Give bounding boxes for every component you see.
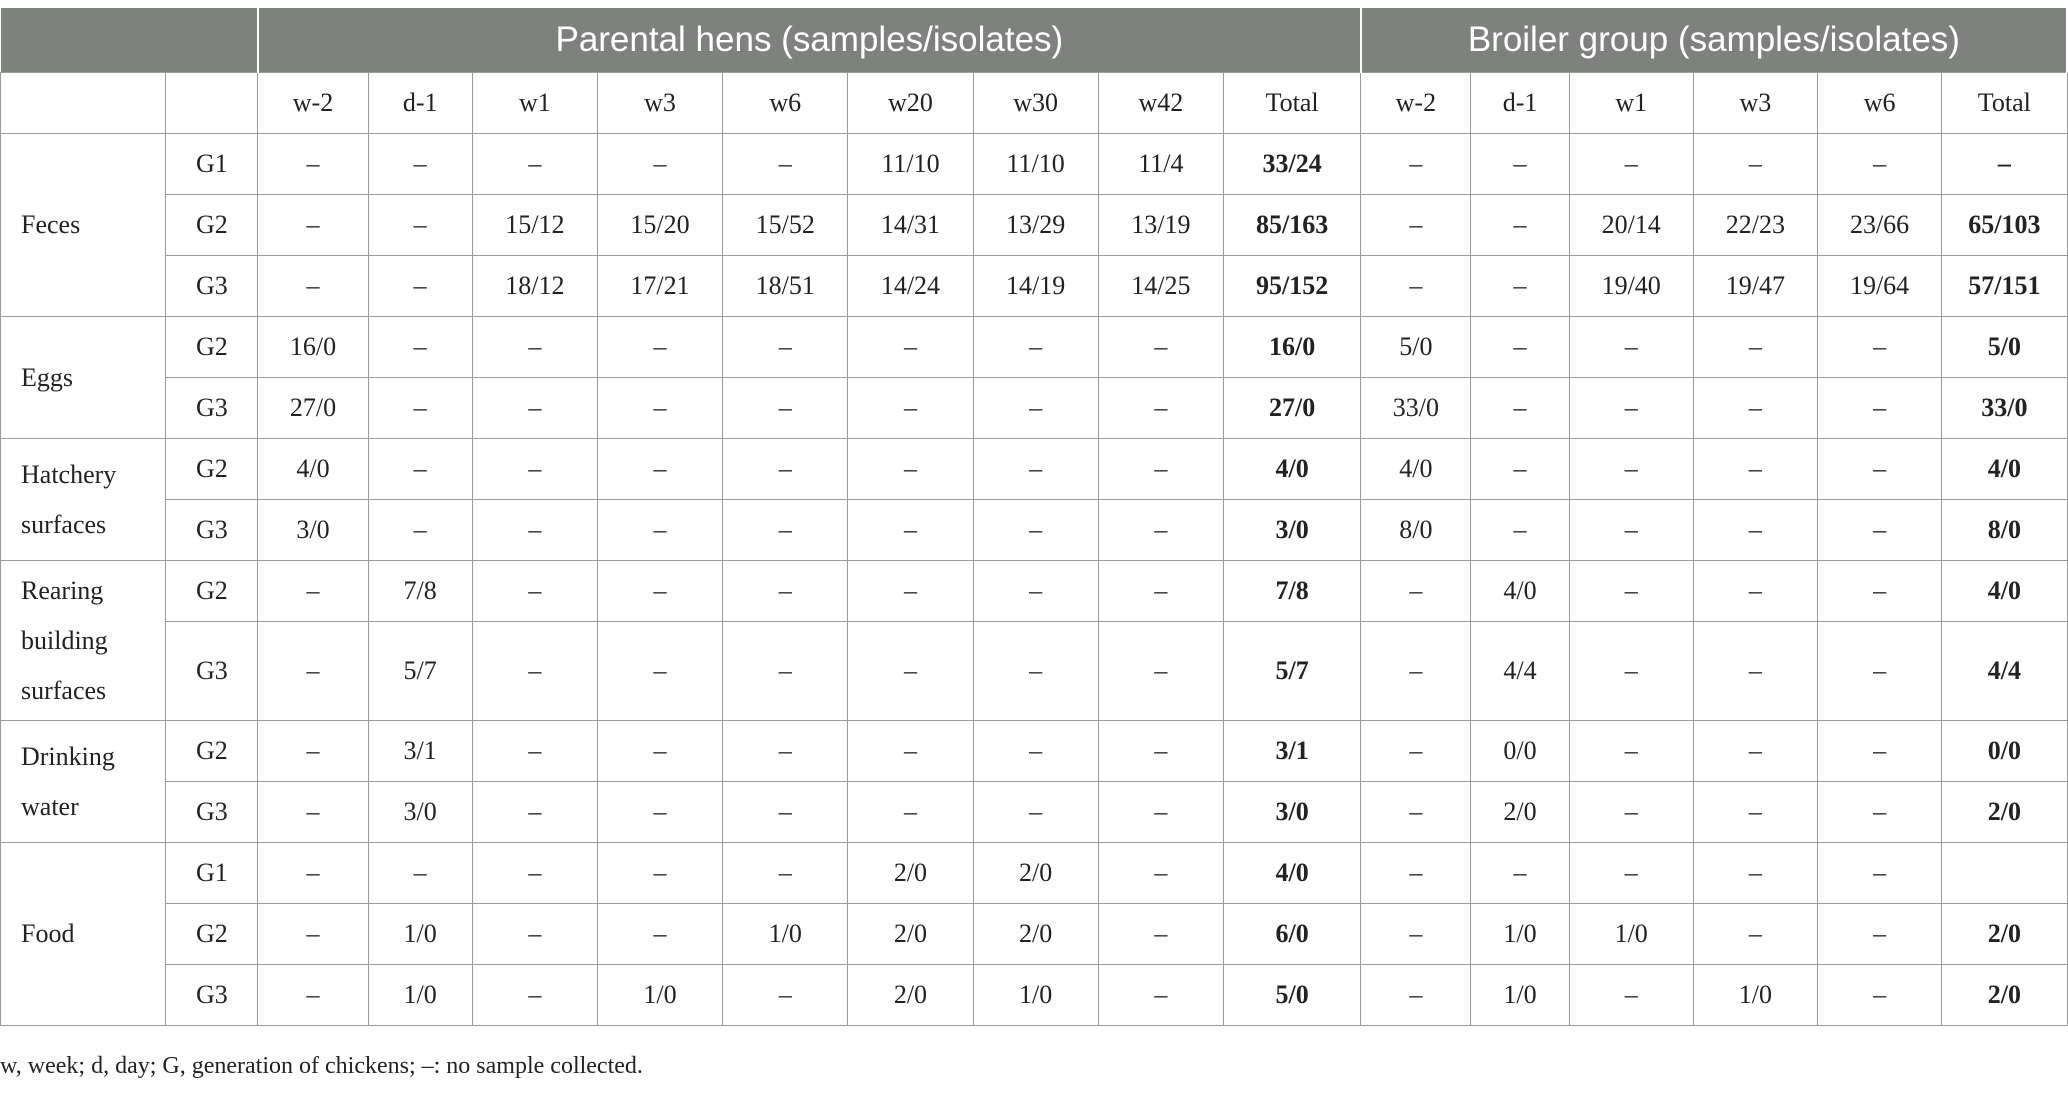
parental-value-cell: 14/24 xyxy=(848,256,973,317)
category-cell: Food xyxy=(1,843,166,1026)
generation-cell: G3 xyxy=(166,378,258,439)
parental-value-cell: 18/12 xyxy=(472,256,597,317)
parental-value-cell: – xyxy=(258,561,368,622)
parental-value-cell: 16/0 xyxy=(258,317,368,378)
parental-value-cell: – xyxy=(1098,965,1223,1026)
parental-value-cell: – xyxy=(723,439,848,500)
parental-value-cell: – xyxy=(258,965,368,1026)
broiler-value-cell: 8/0 xyxy=(1361,500,1471,561)
column-header: w6 xyxy=(1817,73,1941,134)
parental-value-cell: – xyxy=(472,439,597,500)
parental-value-cell: 7/8 xyxy=(368,561,472,622)
parental-value-cell: – xyxy=(368,134,472,195)
broiler-value-cell: – xyxy=(1361,843,1471,904)
broiler-value-cell: – xyxy=(1361,256,1471,317)
broiler-value-cell: – xyxy=(1471,843,1569,904)
parental-value-cell: – xyxy=(597,622,722,721)
broiler-value-cell: 1/0 xyxy=(1471,904,1569,965)
parental-total-cell: 7/8 xyxy=(1223,561,1360,622)
broiler-value-cell: 1/0 xyxy=(1569,904,1693,965)
parental-value-cell: 3/0 xyxy=(258,500,368,561)
parental-value-cell: – xyxy=(848,561,973,622)
table-row xyxy=(1,782,2068,843)
parental-value-cell: – xyxy=(597,721,722,782)
parental-value-cell: – xyxy=(472,561,597,622)
broiler-total-cell xyxy=(1942,843,2067,904)
broiler-value-cell: 2/0 xyxy=(1471,782,1569,843)
broiler-total-cell: 5/0 xyxy=(1942,317,2067,378)
parental-value-cell: 1/0 xyxy=(368,904,472,965)
broiler-value-cell: – xyxy=(1471,256,1569,317)
broiler-value-cell: – xyxy=(1361,134,1471,195)
column-header: d-1 xyxy=(368,73,472,134)
broiler-value-cell: – xyxy=(1817,378,1941,439)
category-cell: Rearing building surfaces xyxy=(1,561,166,721)
broiler-value-cell: – xyxy=(1569,965,1693,1026)
broiler-total-cell: – xyxy=(1942,134,2067,195)
parental-total-cell: 16/0 xyxy=(1223,317,1360,378)
parental-value-cell: 2/0 xyxy=(848,904,973,965)
parental-total-cell: 33/24 xyxy=(1223,134,1360,195)
category-cell: Hatchery surfaces xyxy=(1,439,166,561)
parental-value-cell: – xyxy=(472,378,597,439)
parental-value-cell: – xyxy=(472,622,597,721)
generation-cell: G3 xyxy=(166,782,258,843)
parental-value-cell: – xyxy=(848,378,973,439)
parental-value-cell: – xyxy=(1098,378,1223,439)
broiler-total-cell: 4/0 xyxy=(1942,439,2067,500)
parental-value-cell: – xyxy=(973,561,1098,622)
parental-value-cell: – xyxy=(723,500,848,561)
parental-value-cell: – xyxy=(973,439,1098,500)
generation-cell: G3 xyxy=(166,256,258,317)
column-header: Total xyxy=(1942,73,2067,134)
broiler-total-cell: 0/0 xyxy=(1942,721,2067,782)
parental-value-cell: – xyxy=(723,965,848,1026)
parental-value-cell: 13/29 xyxy=(973,195,1098,256)
parental-total-cell: 85/163 xyxy=(1223,195,1360,256)
parental-value-cell: – xyxy=(723,782,848,843)
parental-value-cell: 2/0 xyxy=(973,843,1098,904)
broiler-value-cell: 0/0 xyxy=(1471,721,1569,782)
parental-value-cell: – xyxy=(597,904,722,965)
broiler-value-cell: – xyxy=(1471,378,1569,439)
broiler-value-cell: – xyxy=(1693,134,1817,195)
broiler-value-cell: – xyxy=(1693,378,1817,439)
table-row xyxy=(1,195,2068,256)
broiler-value-cell: 4/0 xyxy=(1361,439,1471,500)
parental-value-cell: – xyxy=(973,500,1098,561)
parental-value-cell: – xyxy=(472,965,597,1026)
table-row xyxy=(1,317,2068,378)
group-header-broiler: Broiler group (samples/isolates) xyxy=(1361,8,2067,73)
generation-cell: G3 xyxy=(166,500,258,561)
parental-value-cell: – xyxy=(597,378,722,439)
parental-value-cell: 14/19 xyxy=(973,256,1098,317)
broiler-total-cell: 65/103 xyxy=(1942,195,2067,256)
parental-value-cell: 15/20 xyxy=(597,195,722,256)
table-row xyxy=(1,622,2068,721)
generation-cell: G3 xyxy=(166,622,258,721)
broiler-value-cell: – xyxy=(1693,500,1817,561)
broiler-value-cell: 5/0 xyxy=(1361,317,1471,378)
broiler-value-cell: – xyxy=(1471,439,1569,500)
broiler-value-cell: – xyxy=(1693,439,1817,500)
broiler-value-cell: – xyxy=(1693,622,1817,721)
parental-value-cell: 1/0 xyxy=(597,965,722,1026)
broiler-value-cell: – xyxy=(1569,782,1693,843)
parental-value-cell: 1/0 xyxy=(368,965,472,1026)
broiler-value-cell: – xyxy=(1569,622,1693,721)
broiler-value-cell: – xyxy=(1817,904,1941,965)
broiler-total-cell: 33/0 xyxy=(1942,378,2067,439)
parental-value-cell: – xyxy=(1098,561,1223,622)
broiler-value-cell: 19/47 xyxy=(1693,256,1817,317)
group-header-parental: Parental hens (samples/isolates) xyxy=(258,8,1361,73)
broiler-total-cell: 4/4 xyxy=(1942,622,2067,721)
parental-value-cell: – xyxy=(258,256,368,317)
generation-cell: G2 xyxy=(166,561,258,622)
broiler-value-cell: – xyxy=(1569,317,1693,378)
parental-value-cell: – xyxy=(472,317,597,378)
parental-total-cell: 6/0 xyxy=(1223,904,1360,965)
broiler-value-cell: 33/0 xyxy=(1361,378,1471,439)
broiler-value-cell: – xyxy=(1817,843,1941,904)
broiler-value-cell: – xyxy=(1569,843,1693,904)
parental-value-cell: 14/25 xyxy=(1098,256,1223,317)
parental-value-cell: 17/21 xyxy=(597,256,722,317)
broiler-value-cell: – xyxy=(1817,782,1941,843)
parental-value-cell: – xyxy=(1098,500,1223,561)
broiler-value-cell: – xyxy=(1569,439,1693,500)
parental-value-cell: 18/51 xyxy=(723,256,848,317)
parental-value-cell: 2/0 xyxy=(848,843,973,904)
parental-value-cell: – xyxy=(1098,904,1223,965)
parental-value-cell: 15/12 xyxy=(472,195,597,256)
column-header: w1 xyxy=(1569,73,1693,134)
broiler-value-cell: – xyxy=(1361,561,1471,622)
parental-value-cell: – xyxy=(723,561,848,622)
parental-value-cell: – xyxy=(973,317,1098,378)
broiler-value-cell: 19/40 xyxy=(1569,256,1693,317)
generation-cell: G2 xyxy=(166,904,258,965)
parental-value-cell: 4/0 xyxy=(258,439,368,500)
parental-value-cell: – xyxy=(848,317,973,378)
broiler-value-cell: – xyxy=(1693,843,1817,904)
broiler-value-cell: – xyxy=(1361,782,1471,843)
parental-value-cell: – xyxy=(368,843,472,904)
broiler-value-cell: – xyxy=(1693,904,1817,965)
parental-value-cell: – xyxy=(723,622,848,721)
parental-value-cell: – xyxy=(368,317,472,378)
parental-value-cell: – xyxy=(472,843,597,904)
parental-value-cell: 13/19 xyxy=(1098,195,1223,256)
broiler-value-cell: – xyxy=(1569,378,1693,439)
parental-value-cell: – xyxy=(597,134,722,195)
generation-cell: G2 xyxy=(166,195,258,256)
broiler-value-cell: 22/23 xyxy=(1693,195,1817,256)
parental-value-cell: – xyxy=(597,843,722,904)
parental-value-cell: – xyxy=(472,782,597,843)
broiler-value-cell: – xyxy=(1361,904,1471,965)
table-row xyxy=(1,965,2068,1026)
parental-value-cell: 2/0 xyxy=(973,904,1098,965)
broiler-value-cell: – xyxy=(1471,195,1569,256)
broiler-value-cell: 20/14 xyxy=(1569,195,1693,256)
parental-total-cell: 3/0 xyxy=(1223,500,1360,561)
parental-value-cell: – xyxy=(597,317,722,378)
broiler-value-cell: – xyxy=(1361,965,1471,1026)
parental-value-cell: – xyxy=(472,500,597,561)
table-footnote: w, week; d, day; G, generation of chickens; –: no sample collected. xyxy=(0,1053,643,1079)
parental-value-cell: – xyxy=(258,622,368,721)
parental-value-cell: 15/52 xyxy=(723,195,848,256)
broiler-value-cell: – xyxy=(1569,721,1693,782)
parental-value-cell: – xyxy=(258,195,368,256)
parental-value-cell: – xyxy=(848,721,973,782)
broiler-value-cell: 1/0 xyxy=(1693,965,1817,1026)
parental-value-cell: – xyxy=(258,782,368,843)
broiler-value-cell: – xyxy=(1361,622,1471,721)
generation-cell: G3 xyxy=(166,965,258,1026)
parental-value-cell: – xyxy=(848,439,973,500)
broiler-value-cell: – xyxy=(1817,721,1941,782)
parental-total-cell: 5/0 xyxy=(1223,965,1360,1026)
parental-value-cell: – xyxy=(973,782,1098,843)
parental-value-cell: 3/1 xyxy=(368,721,472,782)
parental-value-cell: – xyxy=(368,256,472,317)
parental-total-cell: 3/0 xyxy=(1223,782,1360,843)
column-header: w6 xyxy=(723,73,848,134)
broiler-value-cell: – xyxy=(1471,500,1569,561)
parental-value-cell: – xyxy=(723,721,848,782)
broiler-value-cell: – xyxy=(1361,195,1471,256)
parental-value-cell: – xyxy=(258,843,368,904)
column-header: w1 xyxy=(472,73,597,134)
broiler-value-cell: – xyxy=(1817,561,1941,622)
table-row xyxy=(1,439,2068,500)
table-row xyxy=(1,904,2068,965)
column-header: Total xyxy=(1223,73,1360,134)
parental-value-cell: – xyxy=(472,904,597,965)
parental-value-cell: – xyxy=(597,439,722,500)
parental-value-cell: – xyxy=(472,134,597,195)
parental-value-cell: – xyxy=(368,500,472,561)
broiler-total-cell: 57/151 xyxy=(1942,256,2067,317)
parental-value-cell: 11/10 xyxy=(973,134,1098,195)
parental-value-cell: 1/0 xyxy=(973,965,1098,1026)
parental-total-cell: 27/0 xyxy=(1223,378,1360,439)
broiler-value-cell: – xyxy=(1361,721,1471,782)
parental-value-cell: – xyxy=(597,500,722,561)
parental-value-cell: – xyxy=(597,561,722,622)
parental-value-cell: – xyxy=(848,622,973,721)
parental-value-cell: – xyxy=(723,317,848,378)
parental-value-cell: – xyxy=(1098,439,1223,500)
parental-value-cell: – xyxy=(597,782,722,843)
table-row xyxy=(1,378,2068,439)
samples-table xyxy=(0,8,2068,1026)
broiler-value-cell: – xyxy=(1693,782,1817,843)
broiler-value-cell: – xyxy=(1817,622,1941,721)
parental-total-cell: 95/152 xyxy=(1223,256,1360,317)
category-cell: Eggs xyxy=(1,317,166,439)
column-header-row xyxy=(1,73,2068,134)
column-header: w-2 xyxy=(1361,73,1471,134)
parental-value-cell: – xyxy=(1098,317,1223,378)
parental-value-cell: – xyxy=(368,195,472,256)
broiler-value-cell: 23/66 xyxy=(1817,195,1941,256)
broiler-total-cell: 4/0 xyxy=(1942,561,2067,622)
parental-value-cell: – xyxy=(848,500,973,561)
broiler-value-cell: – xyxy=(1471,134,1569,195)
parental-value-cell: – xyxy=(848,782,973,843)
generation-cell: G2 xyxy=(166,721,258,782)
parental-value-cell: – xyxy=(258,904,368,965)
broiler-value-cell: 4/0 xyxy=(1471,561,1569,622)
table-row xyxy=(1,843,2068,904)
parental-value-cell: 11/4 xyxy=(1098,134,1223,195)
table-row xyxy=(1,256,2068,317)
parental-value-cell: – xyxy=(973,721,1098,782)
broiler-value-cell: – xyxy=(1471,317,1569,378)
category-cell: Feces xyxy=(1,134,166,317)
table-row xyxy=(1,561,2068,622)
parental-value-cell: 1/0 xyxy=(723,904,848,965)
broiler-total-cell: 8/0 xyxy=(1942,500,2067,561)
broiler-value-cell: – xyxy=(1817,317,1941,378)
parental-total-cell: 4/0 xyxy=(1223,439,1360,500)
broiler-value-cell: 1/0 xyxy=(1471,965,1569,1026)
parental-value-cell: – xyxy=(723,843,848,904)
column-header: d-1 xyxy=(1471,73,1569,134)
generation-cell: G1 xyxy=(166,134,258,195)
parental-value-cell: 5/7 xyxy=(368,622,472,721)
broiler-total-cell: 2/0 xyxy=(1942,965,2067,1026)
parental-value-cell: 3/0 xyxy=(368,782,472,843)
column-header: w42 xyxy=(1098,73,1223,134)
parental-value-cell: – xyxy=(472,721,597,782)
parental-value-cell: – xyxy=(1098,721,1223,782)
generation-cell: G2 xyxy=(166,439,258,500)
column-header: w3 xyxy=(1693,73,1817,134)
broiler-value-cell: – xyxy=(1817,500,1941,561)
column-header-blank xyxy=(1,73,166,134)
group-header-row xyxy=(1,8,2068,73)
parental-total-cell: 5/7 xyxy=(1223,622,1360,721)
parental-value-cell: 14/31 xyxy=(848,195,973,256)
table-container xyxy=(0,8,2068,1026)
parental-value-cell: – xyxy=(723,134,848,195)
broiler-value-cell: – xyxy=(1817,439,1941,500)
parental-value-cell: 11/10 xyxy=(848,134,973,195)
broiler-total-cell: 2/0 xyxy=(1942,904,2067,965)
broiler-value-cell: – xyxy=(1569,561,1693,622)
parental-value-cell: – xyxy=(1098,622,1223,721)
broiler-value-cell: – xyxy=(1569,500,1693,561)
parental-value-cell: – xyxy=(368,439,472,500)
column-header: w3 xyxy=(597,73,722,134)
parental-value-cell: – xyxy=(258,134,368,195)
generation-cell: G2 xyxy=(166,317,258,378)
broiler-total-cell: 2/0 xyxy=(1942,782,2067,843)
broiler-value-cell: – xyxy=(1693,317,1817,378)
table-row xyxy=(1,721,2068,782)
parental-value-cell: – xyxy=(1098,782,1223,843)
broiler-value-cell: – xyxy=(1693,561,1817,622)
broiler-value-cell: – xyxy=(1569,134,1693,195)
table-body xyxy=(1,134,2068,1026)
column-header: w-2 xyxy=(258,73,368,134)
broiler-value-cell: – xyxy=(1817,134,1941,195)
broiler-value-cell: – xyxy=(1693,721,1817,782)
group-header-blank xyxy=(1,8,258,73)
column-header: w20 xyxy=(848,73,973,134)
parental-value-cell: – xyxy=(973,622,1098,721)
parental-value-cell: – xyxy=(973,378,1098,439)
parental-value-cell: – xyxy=(1098,843,1223,904)
table-row xyxy=(1,500,2068,561)
parental-value-cell: – xyxy=(258,721,368,782)
parental-value-cell: – xyxy=(368,378,472,439)
generation-cell: G1 xyxy=(166,843,258,904)
parental-value-cell: – xyxy=(723,378,848,439)
table-row xyxy=(1,134,2068,195)
column-header: w30 xyxy=(973,73,1098,134)
parental-value-cell: 2/0 xyxy=(848,965,973,1026)
broiler-value-cell: 4/4 xyxy=(1471,622,1569,721)
broiler-value-cell: – xyxy=(1817,965,1941,1026)
parental-total-cell: 3/1 xyxy=(1223,721,1360,782)
category-cell: Drinking water xyxy=(1,721,166,843)
column-header-blank xyxy=(166,73,258,134)
parental-total-cell: 4/0 xyxy=(1223,843,1360,904)
parental-value-cell: 27/0 xyxy=(258,378,368,439)
broiler-value-cell: 19/64 xyxy=(1817,256,1941,317)
